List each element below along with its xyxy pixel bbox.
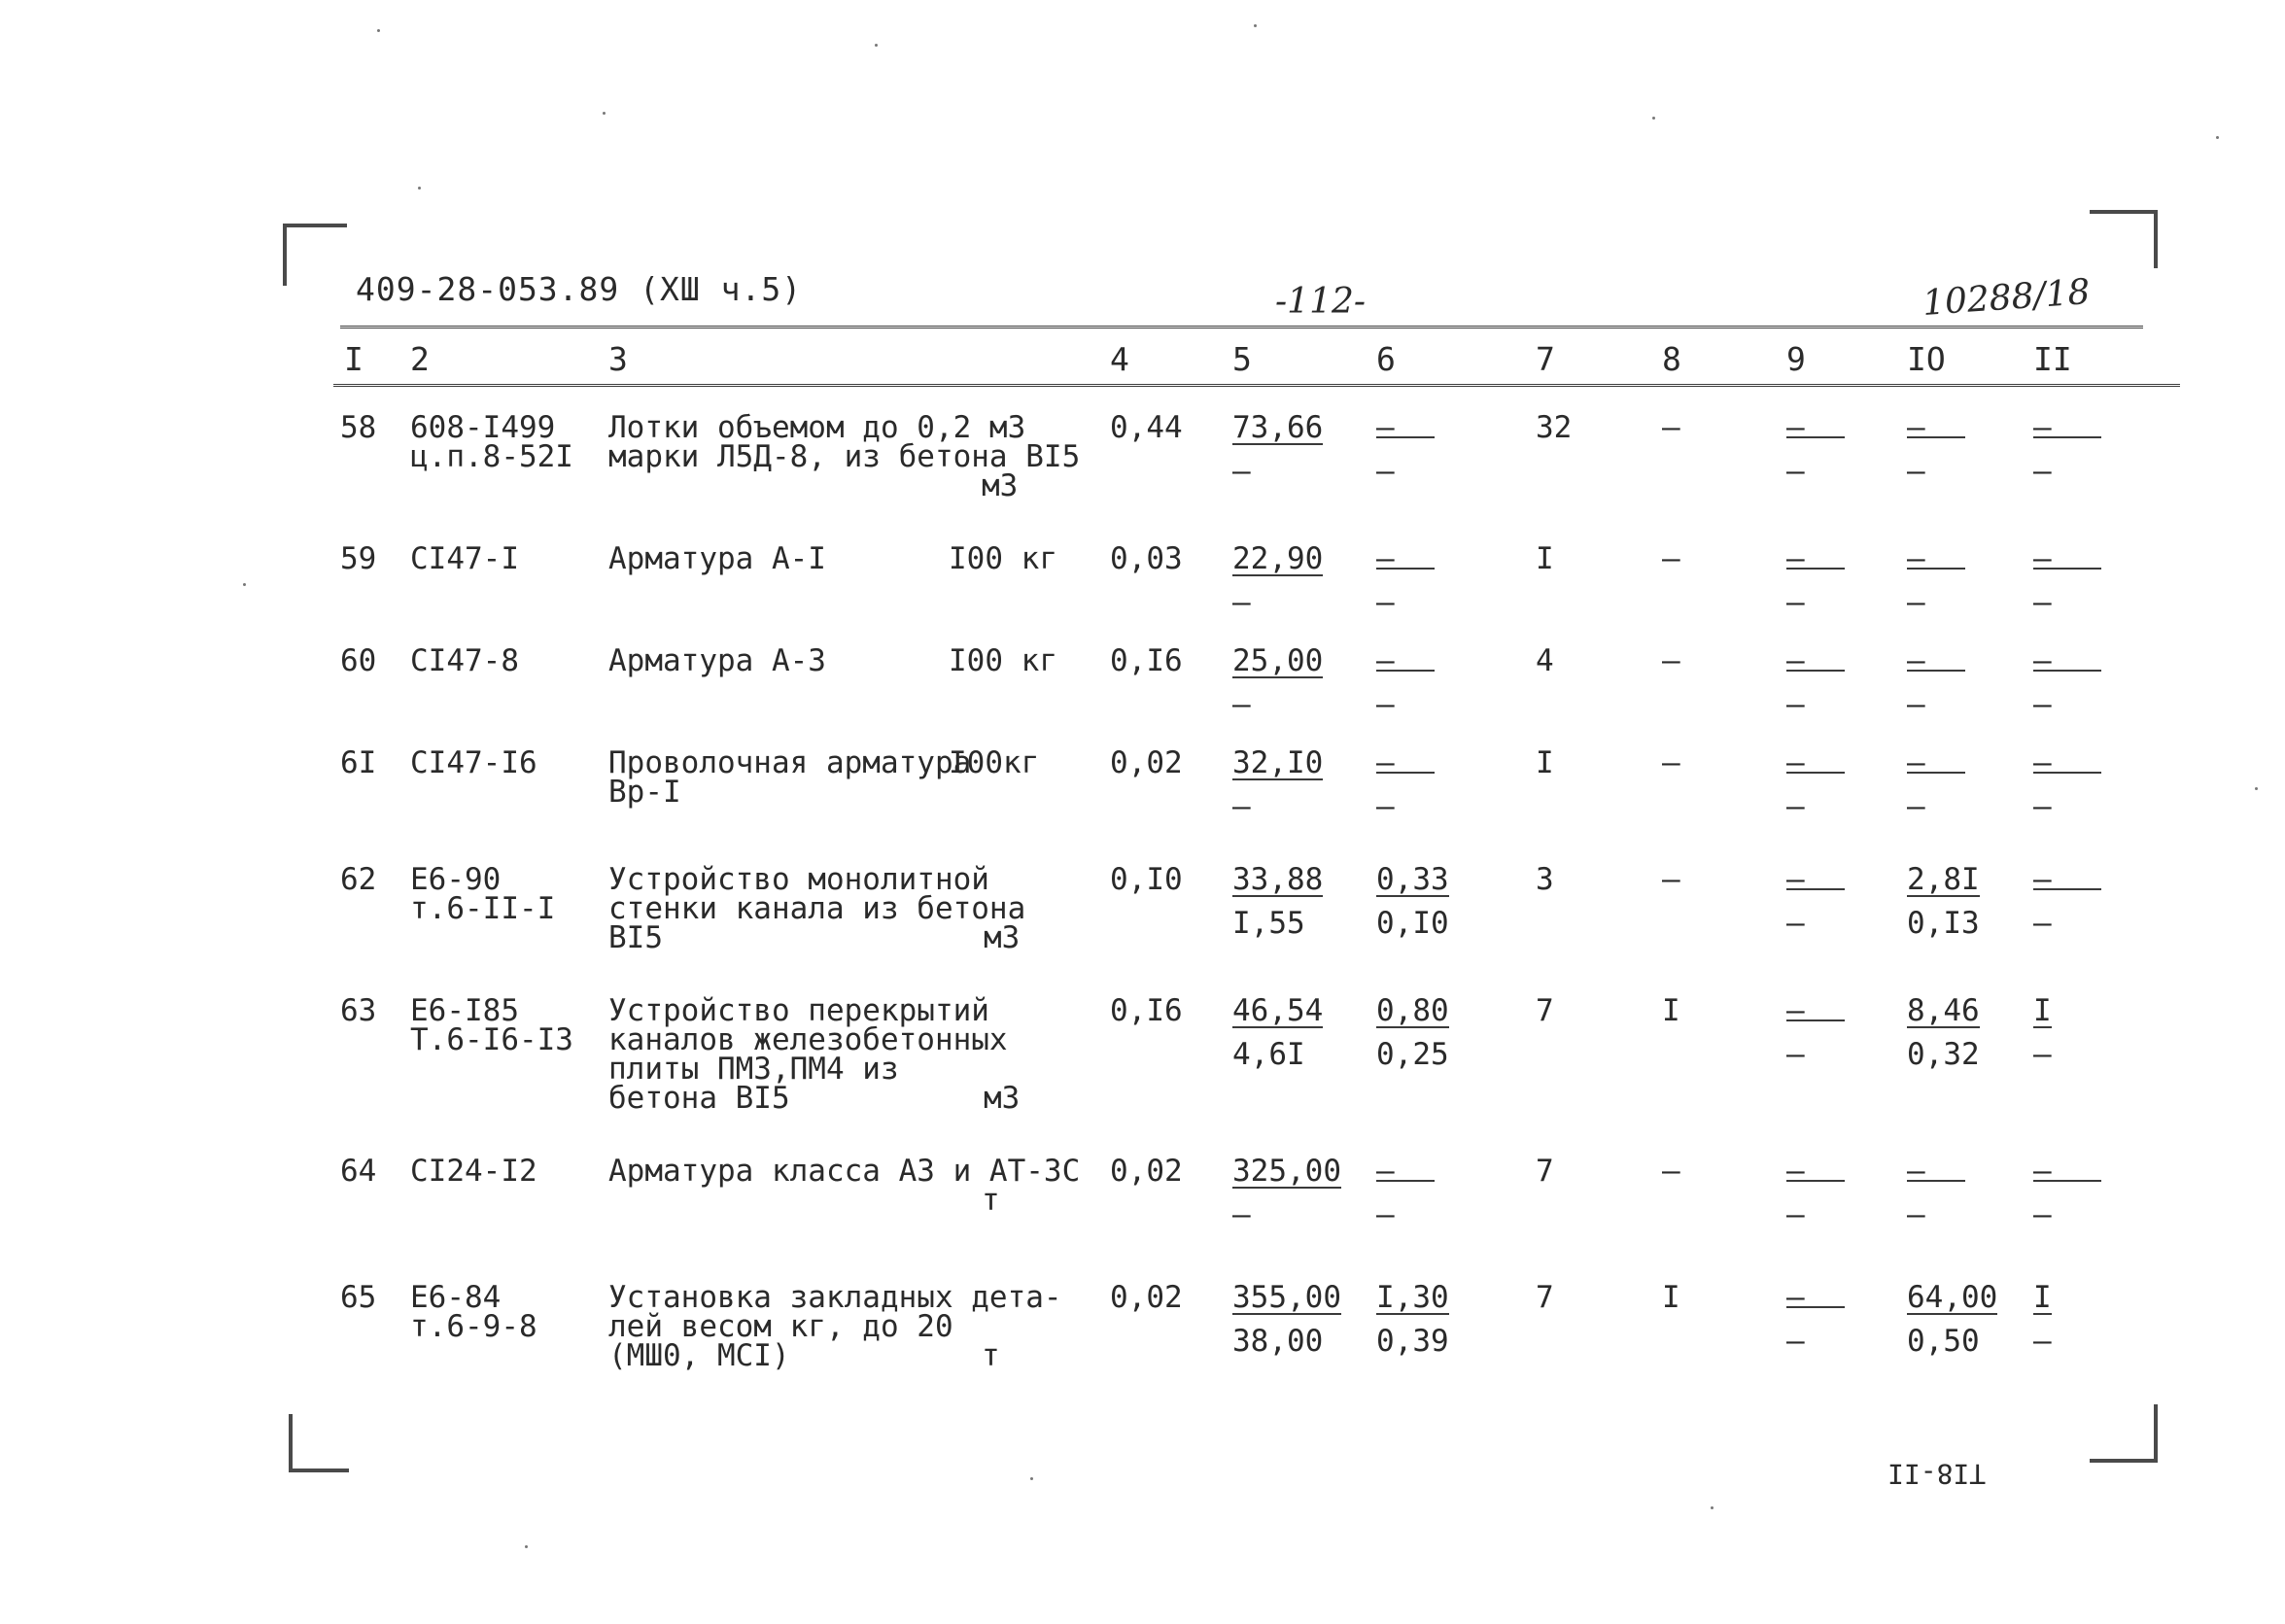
crop-mark-bottom-right bbox=[2090, 1404, 2158, 1463]
column-header: IO bbox=[1907, 340, 1946, 378]
col11-value-fraction-line bbox=[2033, 772, 2101, 774]
col10-value-numerator: – bbox=[1907, 1154, 1925, 1189]
wage-cost-numerator: – bbox=[1376, 643, 1395, 678]
col8-value: – bbox=[1662, 410, 1680, 445]
wage-cost-numerator: – bbox=[1376, 410, 1395, 445]
col11-value-denominator: – bbox=[2033, 1037, 2052, 1072]
col11-value-numerator: – bbox=[2033, 541, 2052, 576]
unit-cost-denominator: – bbox=[1232, 1197, 1251, 1232]
col10-value-denominator: – bbox=[1907, 687, 1925, 722]
header-rule-top bbox=[340, 326, 2143, 331]
col10-value-denominator: – bbox=[1907, 789, 1925, 824]
row-number: 62 bbox=[340, 862, 377, 897]
row-number: 59 bbox=[340, 541, 377, 576]
column-header: 9 bbox=[1786, 340, 1806, 378]
unit-cost-denominator: 38,00 bbox=[1232, 1324, 1324, 1359]
column-header: 4 bbox=[1110, 340, 1129, 378]
work-description: Проволочная арматура Вр-I bbox=[608, 745, 972, 810]
col8-value: – bbox=[1662, 745, 1680, 780]
wage-cost-numerator: – bbox=[1376, 1154, 1395, 1189]
col10-value-denominator: 0,32 bbox=[1907, 1037, 1980, 1072]
crop-mark-top-left bbox=[283, 224, 347, 286]
quantity: 0,03 bbox=[1110, 541, 1183, 576]
wage-cost-numerator: 0,33 bbox=[1376, 862, 1449, 897]
col10-value-fraction-line bbox=[1907, 568, 1965, 570]
unit-cost-numerator: 22,90 bbox=[1232, 541, 1324, 576]
col9-value-fraction-line bbox=[1786, 1019, 1845, 1021]
unit-cost-denominator: – bbox=[1232, 789, 1251, 824]
norm-code: CI47-I bbox=[410, 541, 519, 576]
column-header: 6 bbox=[1376, 340, 1396, 378]
quantity: 0,02 bbox=[1110, 1280, 1183, 1315]
unit-of-measure: м3 bbox=[984, 1081, 1021, 1116]
col11-value-numerator: – bbox=[2033, 862, 2052, 897]
col7-value: 32 bbox=[1536, 410, 1573, 445]
col8-value: – bbox=[1662, 541, 1680, 576]
wage-cost-fraction-line bbox=[1376, 568, 1435, 570]
norm-code: Е6-I85 Т.6-I6-I3 bbox=[410, 993, 573, 1057]
col10-value-denominator: – bbox=[1907, 1197, 1925, 1232]
col9-value-fraction-line bbox=[1786, 772, 1845, 774]
norm-code: CI24-I2 bbox=[410, 1154, 537, 1189]
col11-value-denominator: – bbox=[2033, 789, 2052, 824]
col9-value-numerator: – bbox=[1786, 1280, 1805, 1315]
work-description: Лотки объемом до 0,2 м3 марки Л5Д-8, из бетона BI5 bbox=[608, 410, 1081, 474]
col9-value-denominator: – bbox=[1786, 1037, 1805, 1072]
page-number: -112- bbox=[1275, 282, 1367, 322]
col11-value-denominator: – bbox=[2033, 1324, 2052, 1359]
col9-value-denominator: – bbox=[1786, 1324, 1805, 1359]
col9-value-denominator: – bbox=[1786, 454, 1805, 489]
column-header: 2 bbox=[410, 340, 430, 378]
quantity: 0,02 bbox=[1110, 745, 1183, 780]
col11-value-fraction-line bbox=[2033, 1180, 2101, 1182]
col9-value-fraction-line bbox=[1786, 670, 1845, 672]
col11-value-denominator: – bbox=[2033, 687, 2052, 722]
unit-cost-numerator: 25,00 bbox=[1232, 643, 1324, 678]
col11-value-fraction-line bbox=[2033, 568, 2101, 570]
col10-value-numerator: – bbox=[1907, 410, 1925, 445]
col10-value-fraction-line bbox=[1907, 772, 1965, 774]
wage-cost-denominator: – bbox=[1376, 687, 1395, 722]
col7-value: I bbox=[1536, 745, 1554, 780]
quantity: 0,I0 bbox=[1110, 862, 1183, 897]
column-header: 8 bbox=[1662, 340, 1681, 378]
col10-value-fraction-line bbox=[1907, 436, 1965, 438]
header-rule-bottom bbox=[333, 384, 2180, 390]
col10-value-numerator: – bbox=[1907, 643, 1925, 678]
unit-cost-denominator: 4,6I bbox=[1232, 1037, 1305, 1072]
footer-stamp: II-8IT bbox=[1887, 1458, 1987, 1490]
unit-of-measure: м3 bbox=[982, 468, 1019, 503]
unit-of-measure: м3 bbox=[984, 920, 1021, 955]
work-description: Арматура А-3 bbox=[608, 643, 826, 678]
wage-cost-numerator: – bbox=[1376, 541, 1395, 576]
col7-value: 3 bbox=[1536, 862, 1554, 897]
crop-mark-top-right bbox=[2090, 210, 2158, 268]
crop-mark-bottom-left bbox=[289, 1414, 349, 1472]
col7-value: 4 bbox=[1536, 643, 1554, 678]
norm-code: Е6-90 т.6-II-I bbox=[410, 862, 556, 926]
row-number: 63 bbox=[340, 993, 377, 1028]
col10-value-numerator: 64,00 bbox=[1907, 1280, 1998, 1315]
col9-value-fraction-line bbox=[1786, 568, 1845, 570]
quantity: 0,I6 bbox=[1110, 643, 1183, 678]
unit-cost-denominator: – bbox=[1232, 687, 1251, 722]
unit-cost-denominator: – bbox=[1232, 585, 1251, 620]
col8-value: I bbox=[1662, 993, 1680, 1028]
column-header: I bbox=[344, 340, 364, 378]
unit-cost-denominator: I,55 bbox=[1232, 906, 1305, 941]
col9-value-numerator: – bbox=[1786, 643, 1805, 678]
unit-cost-numerator: 325,00 bbox=[1232, 1154, 1341, 1189]
col11-value-denominator: – bbox=[2033, 585, 2052, 620]
document-code: 409-28-053.89 (ХШ ч.5) bbox=[356, 270, 803, 308]
col10-value-denominator: 0,I3 bbox=[1907, 906, 1980, 941]
wage-cost-denominator: 0,25 bbox=[1376, 1037, 1449, 1072]
wage-cost-denominator: – bbox=[1376, 585, 1395, 620]
col11-value-denominator: – bbox=[2033, 906, 2052, 941]
col9-value-fraction-line bbox=[1786, 1180, 1845, 1182]
col7-value: 7 bbox=[1536, 1154, 1554, 1189]
norm-code: CI47-I6 bbox=[410, 745, 537, 780]
unit-of-measure: т bbox=[982, 1338, 1000, 1373]
col10-value-numerator: 8,46 bbox=[1907, 993, 1980, 1028]
col11-value-denominator: – bbox=[2033, 454, 2052, 489]
unit-cost-numerator: 355,00 bbox=[1232, 1280, 1341, 1315]
col9-value-fraction-line bbox=[1786, 436, 1845, 438]
col11-value-denominator: – bbox=[2033, 1197, 2052, 1232]
wage-cost-fraction-line bbox=[1376, 436, 1435, 438]
col9-value-numerator: – bbox=[1786, 1154, 1805, 1189]
work-description: Установка закладных дета- лей весом кг, до 20 (МШ0, МСI) bbox=[608, 1280, 1062, 1373]
row-number: 58 bbox=[340, 410, 377, 445]
col10-value-fraction-line bbox=[1907, 1180, 1965, 1182]
col9-value-denominator: – bbox=[1786, 687, 1805, 722]
col9-value-fraction-line bbox=[1786, 1306, 1845, 1308]
col9-value-denominator: – bbox=[1786, 1197, 1805, 1232]
unit-of-measure: I00кг bbox=[949, 745, 1040, 780]
col8-value: – bbox=[1662, 862, 1680, 897]
wage-cost-denominator: – bbox=[1376, 454, 1395, 489]
work-description: Устройство перекрытий каналов железобетонных плиты ПМ3,ПМ4 из бетона BI5 bbox=[608, 993, 1008, 1116]
quantity: 0,02 bbox=[1110, 1154, 1183, 1189]
work-description: Арматура класса А3 и АТ-3С bbox=[608, 1154, 1081, 1189]
sheet-reference: 10288/18 bbox=[1921, 272, 2092, 324]
row-number: 65 bbox=[340, 1280, 377, 1315]
col11-value-numerator: I bbox=[2033, 993, 2052, 1028]
col11-value-numerator: – bbox=[2033, 643, 2052, 678]
col9-value-denominator: – bbox=[1786, 789, 1805, 824]
col10-value-numerator: – bbox=[1907, 745, 1925, 780]
quantity: 0,I6 bbox=[1110, 993, 1183, 1028]
col9-value-numerator: – bbox=[1786, 745, 1805, 780]
wage-cost-numerator: I,30 bbox=[1376, 1280, 1449, 1315]
col11-value-numerator: I bbox=[2033, 1280, 2052, 1315]
wage-cost-denominator: 0,39 bbox=[1376, 1324, 1449, 1359]
wage-cost-numerator: – bbox=[1376, 745, 1395, 780]
col10-value-fraction-line bbox=[1907, 670, 1965, 672]
col9-value-numerator: – bbox=[1786, 541, 1805, 576]
wage-cost-fraction-line bbox=[1376, 1180, 1435, 1182]
unit-cost-denominator: – bbox=[1232, 454, 1251, 489]
col11-value-numerator: – bbox=[2033, 410, 2052, 445]
norm-code: 608-I499 ц.п.8-52I bbox=[410, 410, 573, 474]
wage-cost-fraction-line bbox=[1376, 772, 1435, 774]
unit-cost-numerator: 32,I0 bbox=[1232, 745, 1324, 780]
col9-value-numerator: – bbox=[1786, 993, 1805, 1028]
quantity: 0,44 bbox=[1110, 410, 1183, 445]
col8-value: I bbox=[1662, 1280, 1680, 1315]
col7-value: 7 bbox=[1536, 1280, 1554, 1315]
col10-value-numerator: 2,8I bbox=[1907, 862, 1980, 897]
row-number: 6I bbox=[340, 745, 377, 780]
col10-value-numerator: – bbox=[1907, 541, 1925, 576]
col11-value-numerator: – bbox=[2033, 1154, 2052, 1189]
col7-value: 7 bbox=[1536, 993, 1554, 1028]
column-header: 5 bbox=[1232, 340, 1252, 378]
wage-cost-denominator: – bbox=[1376, 789, 1395, 824]
row-number: 60 bbox=[340, 643, 377, 678]
column-header: 7 bbox=[1536, 340, 1555, 378]
work-description: Устройство монолитной стенки канала из бетона BI5 bbox=[608, 862, 1026, 955]
norm-code: Е6-84 т.6-9-8 bbox=[410, 1280, 537, 1344]
wage-cost-denominator: 0,I0 bbox=[1376, 906, 1449, 941]
unit-of-measure: т bbox=[982, 1183, 1000, 1218]
col11-value-numerator: – bbox=[2033, 745, 2052, 780]
col8-value: – bbox=[1662, 1154, 1680, 1189]
col10-value-denominator: – bbox=[1907, 454, 1925, 489]
col7-value: I bbox=[1536, 541, 1554, 576]
norm-code: CI47-8 bbox=[410, 643, 519, 678]
col10-value-denominator: – bbox=[1907, 585, 1925, 620]
row-number: 64 bbox=[340, 1154, 377, 1189]
unit-of-measure: I00 кг bbox=[949, 541, 1057, 576]
col9-value-fraction-line bbox=[1786, 888, 1845, 890]
unit-cost-numerator: 73,66 bbox=[1232, 410, 1324, 445]
col9-value-denominator: – bbox=[1786, 906, 1805, 941]
col11-value-fraction-line bbox=[2033, 670, 2101, 672]
col11-value-fraction-line bbox=[2033, 436, 2101, 438]
col8-value: – bbox=[1662, 643, 1680, 678]
unit-cost-numerator: 33,88 bbox=[1232, 862, 1324, 897]
wage-cost-fraction-line bbox=[1376, 670, 1435, 672]
work-description: Арматура А-I bbox=[608, 541, 826, 576]
wage-cost-numerator: 0,80 bbox=[1376, 993, 1449, 1028]
column-header: II bbox=[2033, 340, 2072, 378]
unit-of-measure: I00 кг bbox=[949, 643, 1057, 678]
col10-value-denominator: 0,50 bbox=[1907, 1324, 1980, 1359]
col9-value-numerator: – bbox=[1786, 410, 1805, 445]
col9-value-denominator: – bbox=[1786, 585, 1805, 620]
col9-value-numerator: – bbox=[1786, 862, 1805, 897]
unit-cost-numerator: 46,54 bbox=[1232, 993, 1324, 1028]
wage-cost-denominator: – bbox=[1376, 1197, 1395, 1232]
column-header: 3 bbox=[608, 340, 628, 378]
col11-value-fraction-line bbox=[2033, 888, 2101, 890]
